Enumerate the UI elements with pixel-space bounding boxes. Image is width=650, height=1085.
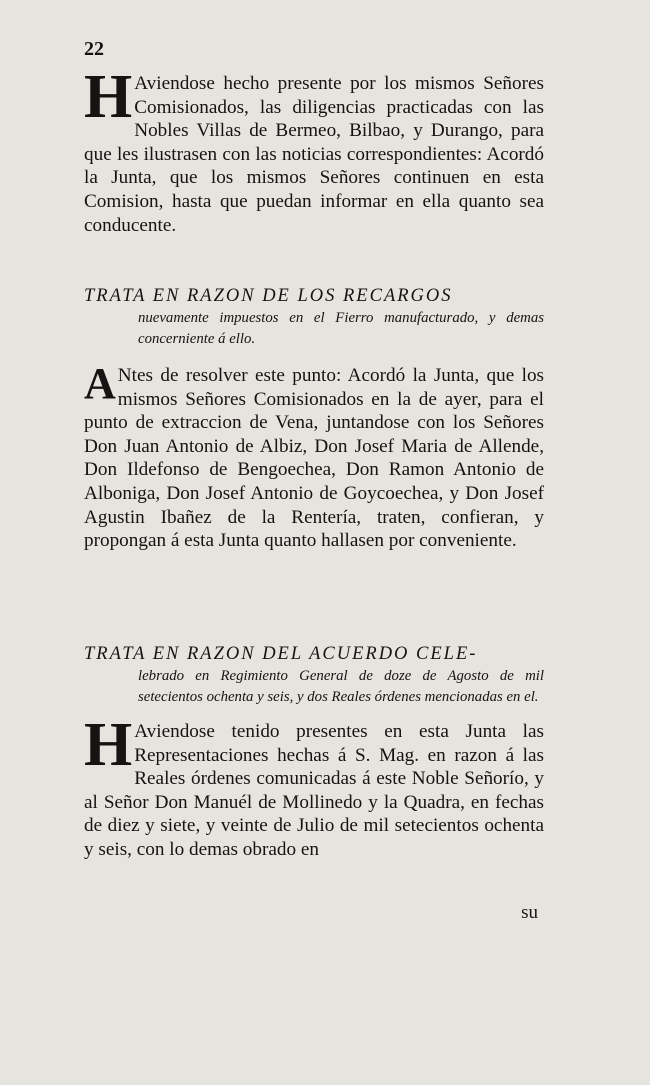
section-1-paragraph xyxy=(84,63,544,237)
section-3-dropcap: H xyxy=(84,711,133,779)
section-2-paragraph xyxy=(84,359,544,553)
catchword: su xyxy=(521,902,538,923)
section-2-subheading: nuevamente impuestos en el Fierro manufacturado, y demas concerniente á ello. xyxy=(138,310,544,347)
section-3-paragraph xyxy=(84,711,544,862)
section-2-heading: TRATA EN RAZON DE LOS RECARGOS xyxy=(84,286,453,306)
section-2-text: Ntes de resolver este punto: Acordó la Junta, que los mismos Señores Comisionados en la de ayer, para el punto de extraccion de Vena, juntandose con los Señores Don Juan Antonio de Albiz, Don Josef Maria de Allende, Don Ildefonso de Bengoechea, Don Ramon Antonio de Alboniga, Don Josef Antonio de Goycoechea, y Don Josef Agustin Ibañez de la Rentería, traten, confieran, y propongan á esta Junta quanto hallasen por conveniente. xyxy=(84,365,544,552)
section-2-dropcap: A xyxy=(84,359,116,408)
section-3 xyxy=(84,642,544,862)
section-3-subheading: lebrado en Regimiento General de doze de Agosto de mil setecientos ochenta y seis, y dos Reales órdenes mencionadas en el. xyxy=(138,668,544,705)
section-1-dropcap: H xyxy=(84,63,133,131)
section-3-heading: TRATA EN RAZON DEL ACUERDO CELE- xyxy=(84,644,478,664)
page-number: 22 xyxy=(84,38,104,60)
section-1 xyxy=(84,63,544,237)
section-2 xyxy=(84,284,544,553)
section-3-text: Aviendose tenido presentes en esta Junta las Representaciones hechas á S. Mag. en razon á las Reales órdenes comunicadas á este Noble Señorío, y al Señor Don Manuél de Mollinedo y la Quadra, en fechas de diez y siete, y veinte de Julio de mil setecientos ochenta y seis, con lo demas obrado en xyxy=(84,721,544,860)
section-1-text: Aviendose hecho presente por los mismos Señores Comisionados, las diligencias practicadas con las Nobles Villas de Bermeo, Bilbao, y Durango, para que les ilustrasen con las noticias correspondientes: Acordó la Junta, que los mismos Señores continuen en esta Comision, hasta que puedan informar en ella quanto sea conducente. xyxy=(84,73,544,236)
